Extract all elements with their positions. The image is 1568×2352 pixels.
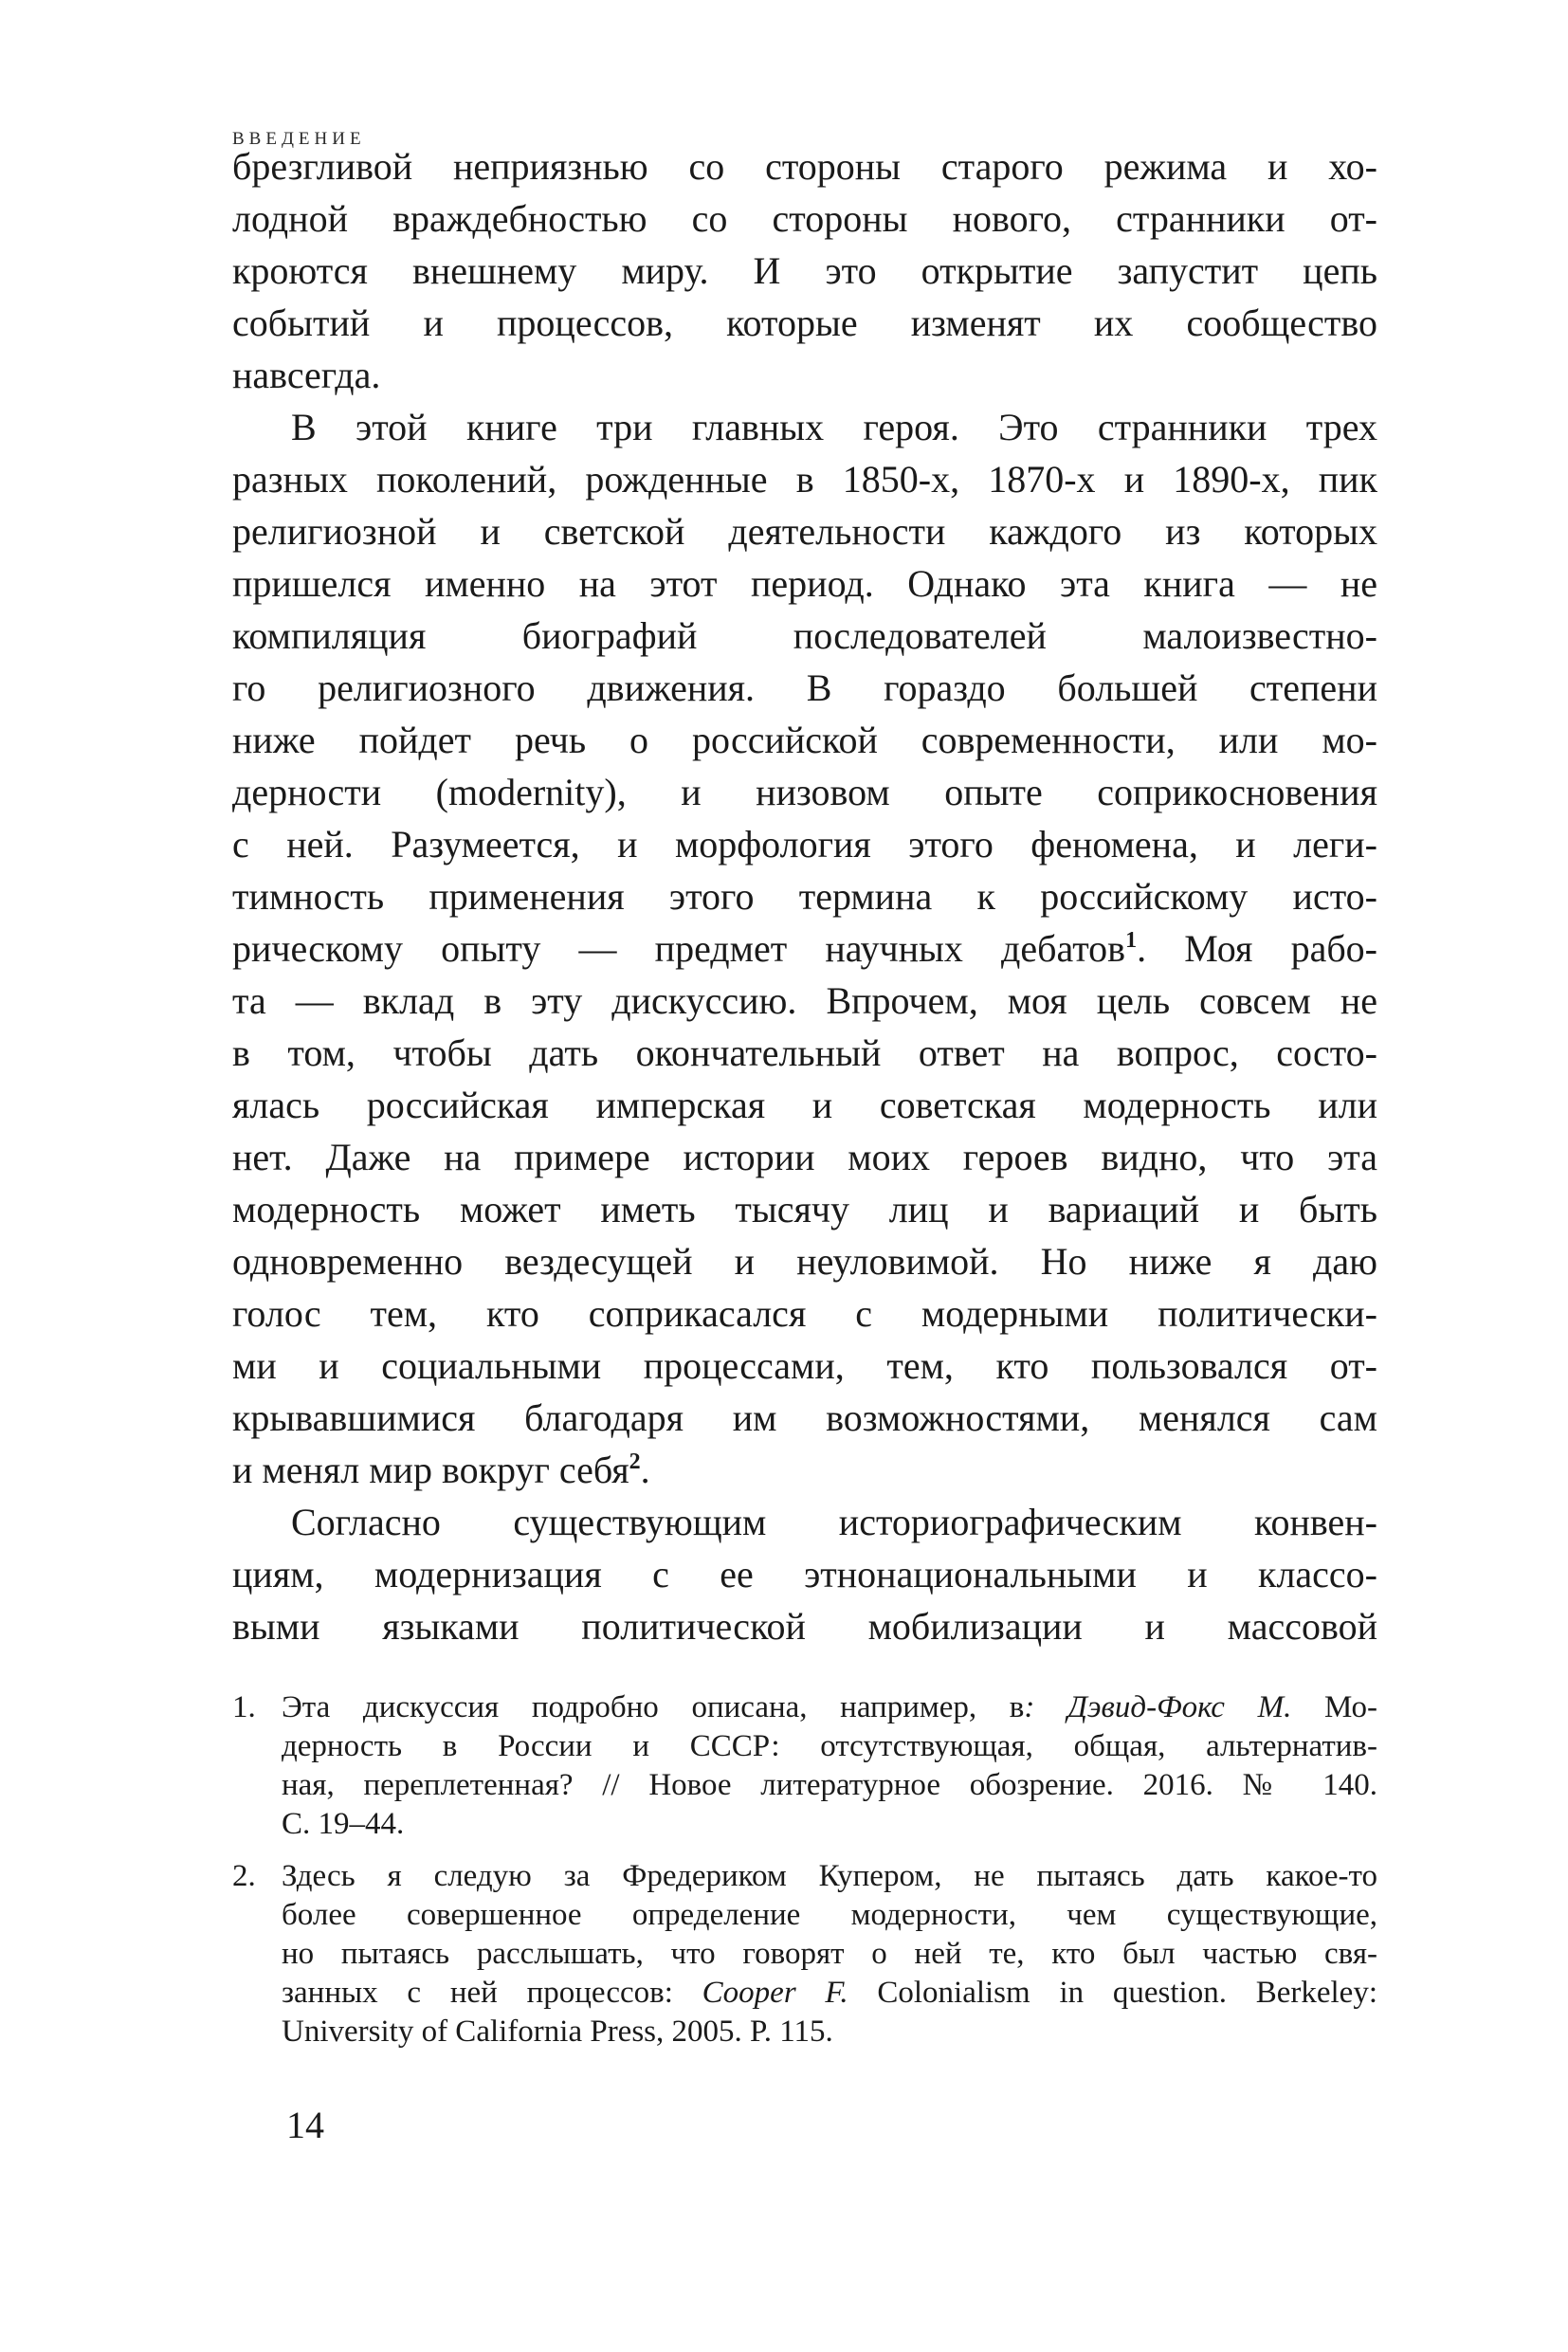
text-line: религиозной и светской деятельности каждого из которых xyxy=(232,510,1377,553)
footnote-line: дерность в России и СССР: отсутствующая, общая, альтернатив- xyxy=(282,1729,1377,1763)
text-line: в том, чтобы дать окончательный ответ на вопрос, состо- xyxy=(232,1031,1377,1074)
text-line: модерность может иметь тысячу лиц и вариаций и быть xyxy=(232,1188,1377,1231)
author-name: : Дэвид-Фокс М. xyxy=(1024,1690,1292,1724)
text-line: тимность применения этого термина к российскому исто- xyxy=(232,875,1377,918)
text-line: ялась российская имперская и советская модерность или xyxy=(232,1084,1377,1126)
text-line: ниже пойдет речь о российской современности, или мо- xyxy=(232,719,1377,761)
text-line: циям, модернизация с ее этнонациональными и классо- xyxy=(232,1553,1377,1595)
author-name: Cooper F. xyxy=(702,1976,848,2010)
text-span: занных с ней процессов: xyxy=(282,1976,702,2010)
text-line: В этой книге три главных героя. Это странники трех xyxy=(291,406,1377,448)
footnote-line: University of California Press, 2005. P. 115. xyxy=(282,2015,833,2049)
text-line: с ней. Разумеется, и морфология этого феномена, и леги- xyxy=(232,823,1377,866)
text-line: пришелся именно на этот период. Однако эта книга — не xyxy=(232,562,1377,605)
text-line xyxy=(232,1444,1377,1501)
text-line: го религиозного движения. В гораздо большей степени xyxy=(232,666,1377,709)
footnote-line xyxy=(282,1687,1377,1727)
text-line: выми языками политической мобилизации и массовой xyxy=(232,1605,1377,1648)
text-line: событий и процессов, которые изменят их сообщество xyxy=(232,301,1377,344)
text-span: Мо- xyxy=(1291,1690,1377,1724)
footnote-line: но пытаясь расслышать, что говорят о ней те, кто был частью свя- xyxy=(282,1937,1377,1971)
text-line: компиляция биографий последователей малоизвестно- xyxy=(232,614,1377,657)
text-line: разных поколений, рожденные в 1850-х, 1870-х и 1890-х, пик xyxy=(232,458,1377,501)
text-line xyxy=(232,922,1377,979)
text-line: ми и социальными процессами, тем, кто пользовался от- xyxy=(232,1344,1377,1387)
text-span: рическому опыту — предмет научных дебатов xyxy=(232,927,1126,970)
text-span: . Моя рабо- xyxy=(1137,927,1377,970)
text-line: Согласно существующим историографическим конвен- xyxy=(291,1501,1377,1543)
text-line: брезгливой неприязнью со стороны старого режима и хо- xyxy=(232,145,1377,188)
footnote-number: 2. xyxy=(232,1859,256,1893)
page-number: 14 xyxy=(286,2104,324,2146)
footnote-number: 1. xyxy=(232,1690,256,1724)
text-span: Colonialism in question. Berkeley: xyxy=(848,1976,1378,2010)
text-line: одновременно вездесущей и неуловимой. Но ниже я даю xyxy=(232,1240,1377,1283)
text-line: крывавшимися благодаря им возможностями, менялся сам xyxy=(232,1396,1377,1439)
footnote-ref-2[interactable]: 2 xyxy=(629,1449,641,1474)
text-span: . xyxy=(640,1449,650,1491)
text-line: голос тем, кто соприкасался с модерными политически- xyxy=(232,1292,1377,1335)
footnote-ref-1[interactable]: 1 xyxy=(1125,928,1138,953)
text-line: та — вклад в эту дискуссию. Впрочем, моя цель совсем не xyxy=(232,979,1377,1022)
footnote-line: Здесь я следую за Фредериком Купером, не пытаясь дать какое-то xyxy=(282,1859,1377,1893)
footnote-line xyxy=(282,1973,1377,2013)
text-line: дерности (modernity), и низовом опыте соприкосновения xyxy=(232,771,1377,813)
text-line: нет. Даже на примере истории моих героев видно, что эта xyxy=(232,1136,1377,1178)
text-line: кроются внешнему миру. И это открытие запустит цепь xyxy=(232,249,1377,292)
text-span: Эта дискуссия подробно описана, например, в xyxy=(282,1690,1025,1724)
text-span: и менял мир вокруг себя xyxy=(232,1449,629,1491)
footnote-line: более совершенное определение модерности, чем существующие, xyxy=(282,1898,1377,1932)
running-head: ВВЕДЕНИЕ xyxy=(232,129,366,149)
text-line: навсегда. xyxy=(232,354,381,396)
footnote-line: С. 19–44. xyxy=(282,1807,405,1841)
text-line: лодной враждебностью со стороны нового, странники от- xyxy=(232,197,1377,240)
footnote-line: ная, переплетенная? // Новое литературное обозрение. 2016. № 140. xyxy=(282,1768,1377,1802)
